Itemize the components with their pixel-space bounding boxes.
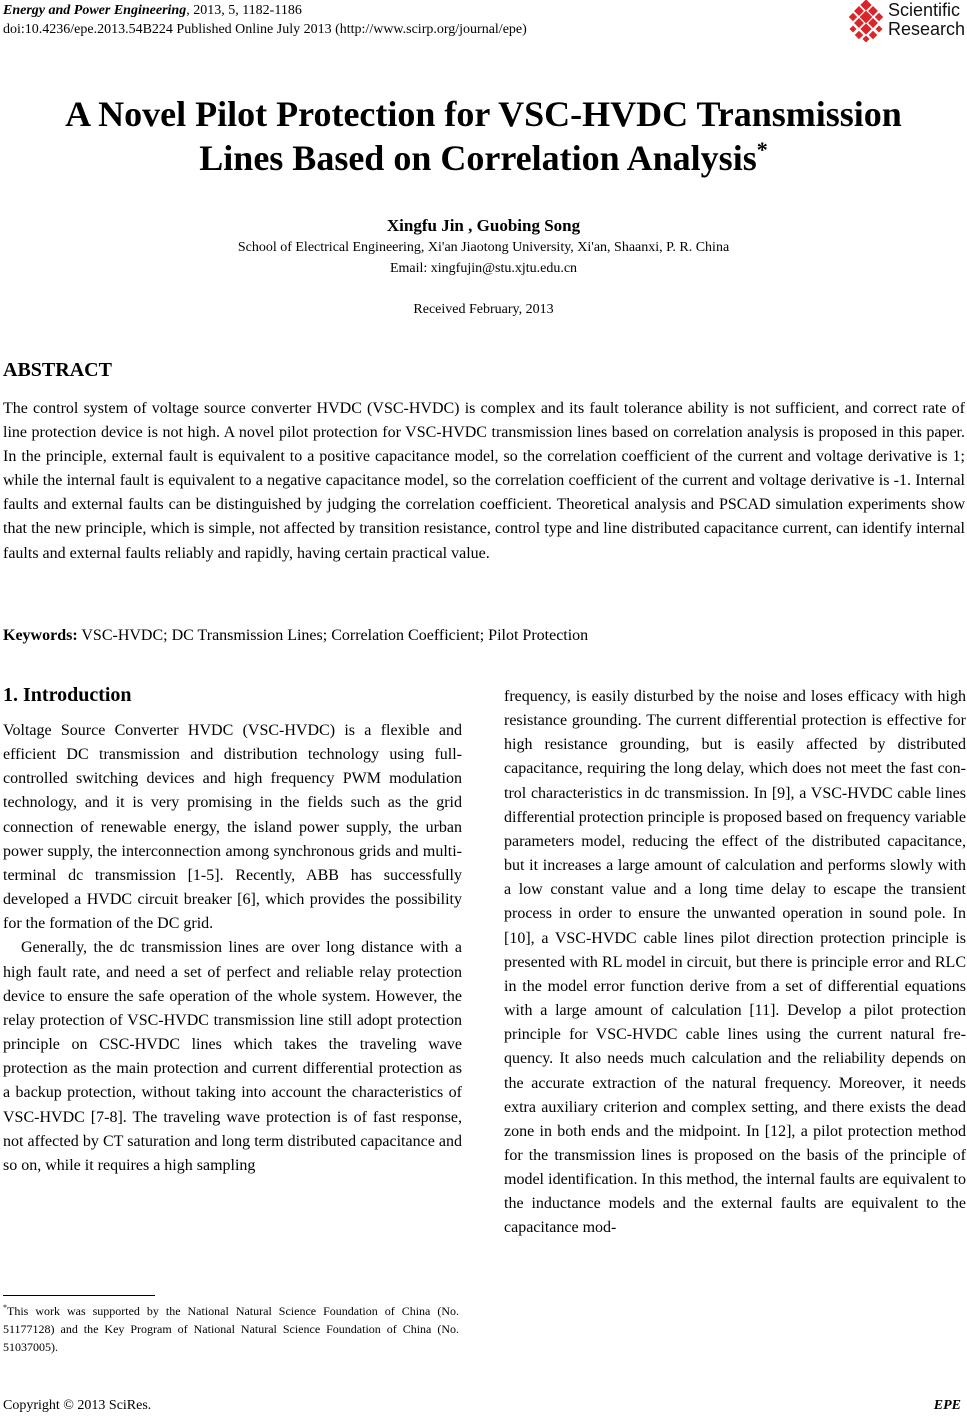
author-email: Email: xingfujin@stu.xjtu.edu.cn (389, 261, 578, 276)
footnote-divider (3, 1295, 155, 1296)
footnote-text: This work was supported by the National Natural Science Foundation of China (No. 51177128) and the Key Program of National Natural Science Foundation of China (No. 51037005). (3, 1304, 459, 1354)
footnote-mark: * (3, 1303, 7, 1312)
title-footnote-mark: * (756, 137, 768, 162)
title-line-1: A Novel Pilot Protection for VSC-HVDC Transmission (65, 94, 902, 134)
received-date: Received February, 2013 (413, 302, 554, 317)
intro-paragraph-2-continued: frequency, is easily disturbed by the noise and loses efficacy with high resistance grounding. The current differential protection is effective for high resistance grounding, but is easily affected by distributed capacitance, requiring the long delay, which does not meet the fast control characteristics in dc transmission. In [9], a VSC-HVDC cable lines differential protection principle is proposed based on frequency variable parameters model, reducing the effect of the distributed capacitance, but it increases a large amount of calculation and performs slowly with a low constant value and a long time delay to escape the transient process in order to ensure the unwanted operation in sound pole. In [10], a VSC-HVDC cable lines pilot direction protection principle is presented with RL model in circuit, but there is principle error and RLC in the model error function derive from a set of differential equations with a large amount of calculation [11]. Develop a pilot protection principle for VSC-HVDC cable lines using the current natural frequency. It also needs much calculation and the reliability depends on the accurate extraction of the natural frequency. Moreover, it needs extra auxiliary criterion and complex setting, and there exists the dead zone in both ends and the midpoint. In [12], a pilot protection method for the transmission lines is proposed on the basis of the principle of model identification. In this method, the internal faults are equivalent to the inductance models and the external faults are equivalent to the capacitance mod- (504, 688, 966, 1237)
logo-line-1: Scientific (888, 0, 961, 20)
copyright: Copyright © 2013 SciRes. (3, 1398, 152, 1413)
affiliation: School of Electrical Engineering, Xi'an Jiaotong University, Xi'an, Shaanxi, P. R. China (237, 240, 730, 255)
paper-title (0, 92, 967, 180)
journal-volume: , 2013, 5, 1182-1186 (186, 3, 302, 18)
publisher-logo (848, 0, 967, 42)
logo-line-2: Research (888, 19, 966, 39)
doi-line: doi:10.4236/epe.2013.54B224 Published Online July 2013 (http://www.scirp.org/journal/epe) (3, 22, 527, 37)
keywords-label: Keywords: (3, 627, 78, 644)
keywords (3, 627, 588, 645)
abstract-text: The control system of voltage source converter HVDC (VSC-HVDC) is complex and its fault tolerance ability is not sufficient, and correct rate of line protection device is not high. A novel pilot protection for VSC-HVDC transmission lines based on correlation analysis is proposed in this paper. In the principle, external fault is equivalent to a positive capacitance model, so the correlation coefficient of the current and voltage derivative is 1; while the internal fault is equivalent to a negative capacitance model, so the correlation coefficient of the current and voltage derivative is -1. Internal faults and external faults can be distinguished by judging the correlation coefficient. Theoretical analysis and PSCAD simulation experiments show that the new principle, which is simple, not affected by transition resistance, control type and line distributed capacitance current, can identify internal faults and external faults reliably and rapidly, having certain practical value. (3, 400, 965, 562)
left-column (3, 719, 462, 1178)
intro-paragraph-2: Generally, the dc transmission lines are over long distance with a high fault rate, and need a set of perfect and reliable relay protection device to ensure the safe operation of the whole system. However, the relay protection of VSC-HVDC transmission line still adopt protection principle on CSC-HVDC lines which takes the traveling wave protection as the main protection and current differential protection as a backup protection, without taking into account the characteristics of VSC-HVDC [7-8]. The traveling wave protection is of fast response, not affected by CT saturation and long term distributed capacitance and so on, while it requires a high sampling (3, 939, 462, 1174)
footnote (3, 1299, 459, 1356)
authors: Xingfu Jin , Guobing Song (386, 216, 581, 235)
logo-text (888, 1, 965, 39)
section-heading-introduction: 1. Introduction (3, 684, 132, 706)
journal-abbreviation: EPE (933, 1398, 961, 1413)
journal-citation (3, 2, 302, 19)
right-column (504, 685, 966, 1241)
title-line-2-text: Lines Based on Correlation Analysis (199, 138, 757, 178)
intro-paragraph-1: Voltage Source Converter HVDC (VSC-HVDC) is a flexible and efficient DC transmission and distribution technology using full-controlled switching devices and high frequency PWM modulation technology, and it is very promising in the fields such as the grid connection of renewable energy, the island power supply, the urban power supply, the interconnection among synchronous grids and multi-terminal dc transmission [1-5]. Recently, ABB has successfully developed a HVDC circuit breaker [6], which provides the possibility for the formation of the DC grid. (3, 722, 462, 933)
logo-mark-icon (848, 0, 888, 42)
abstract-heading: ABSTRACT (3, 359, 112, 381)
journal-name: Energy and Power Engineering (3, 3, 187, 18)
title-line-2 (0, 136, 967, 180)
keywords-list: VSC-HVDC; DC Transmission Lines; Correlation Coefficient; Pilot Protection (77, 627, 589, 644)
